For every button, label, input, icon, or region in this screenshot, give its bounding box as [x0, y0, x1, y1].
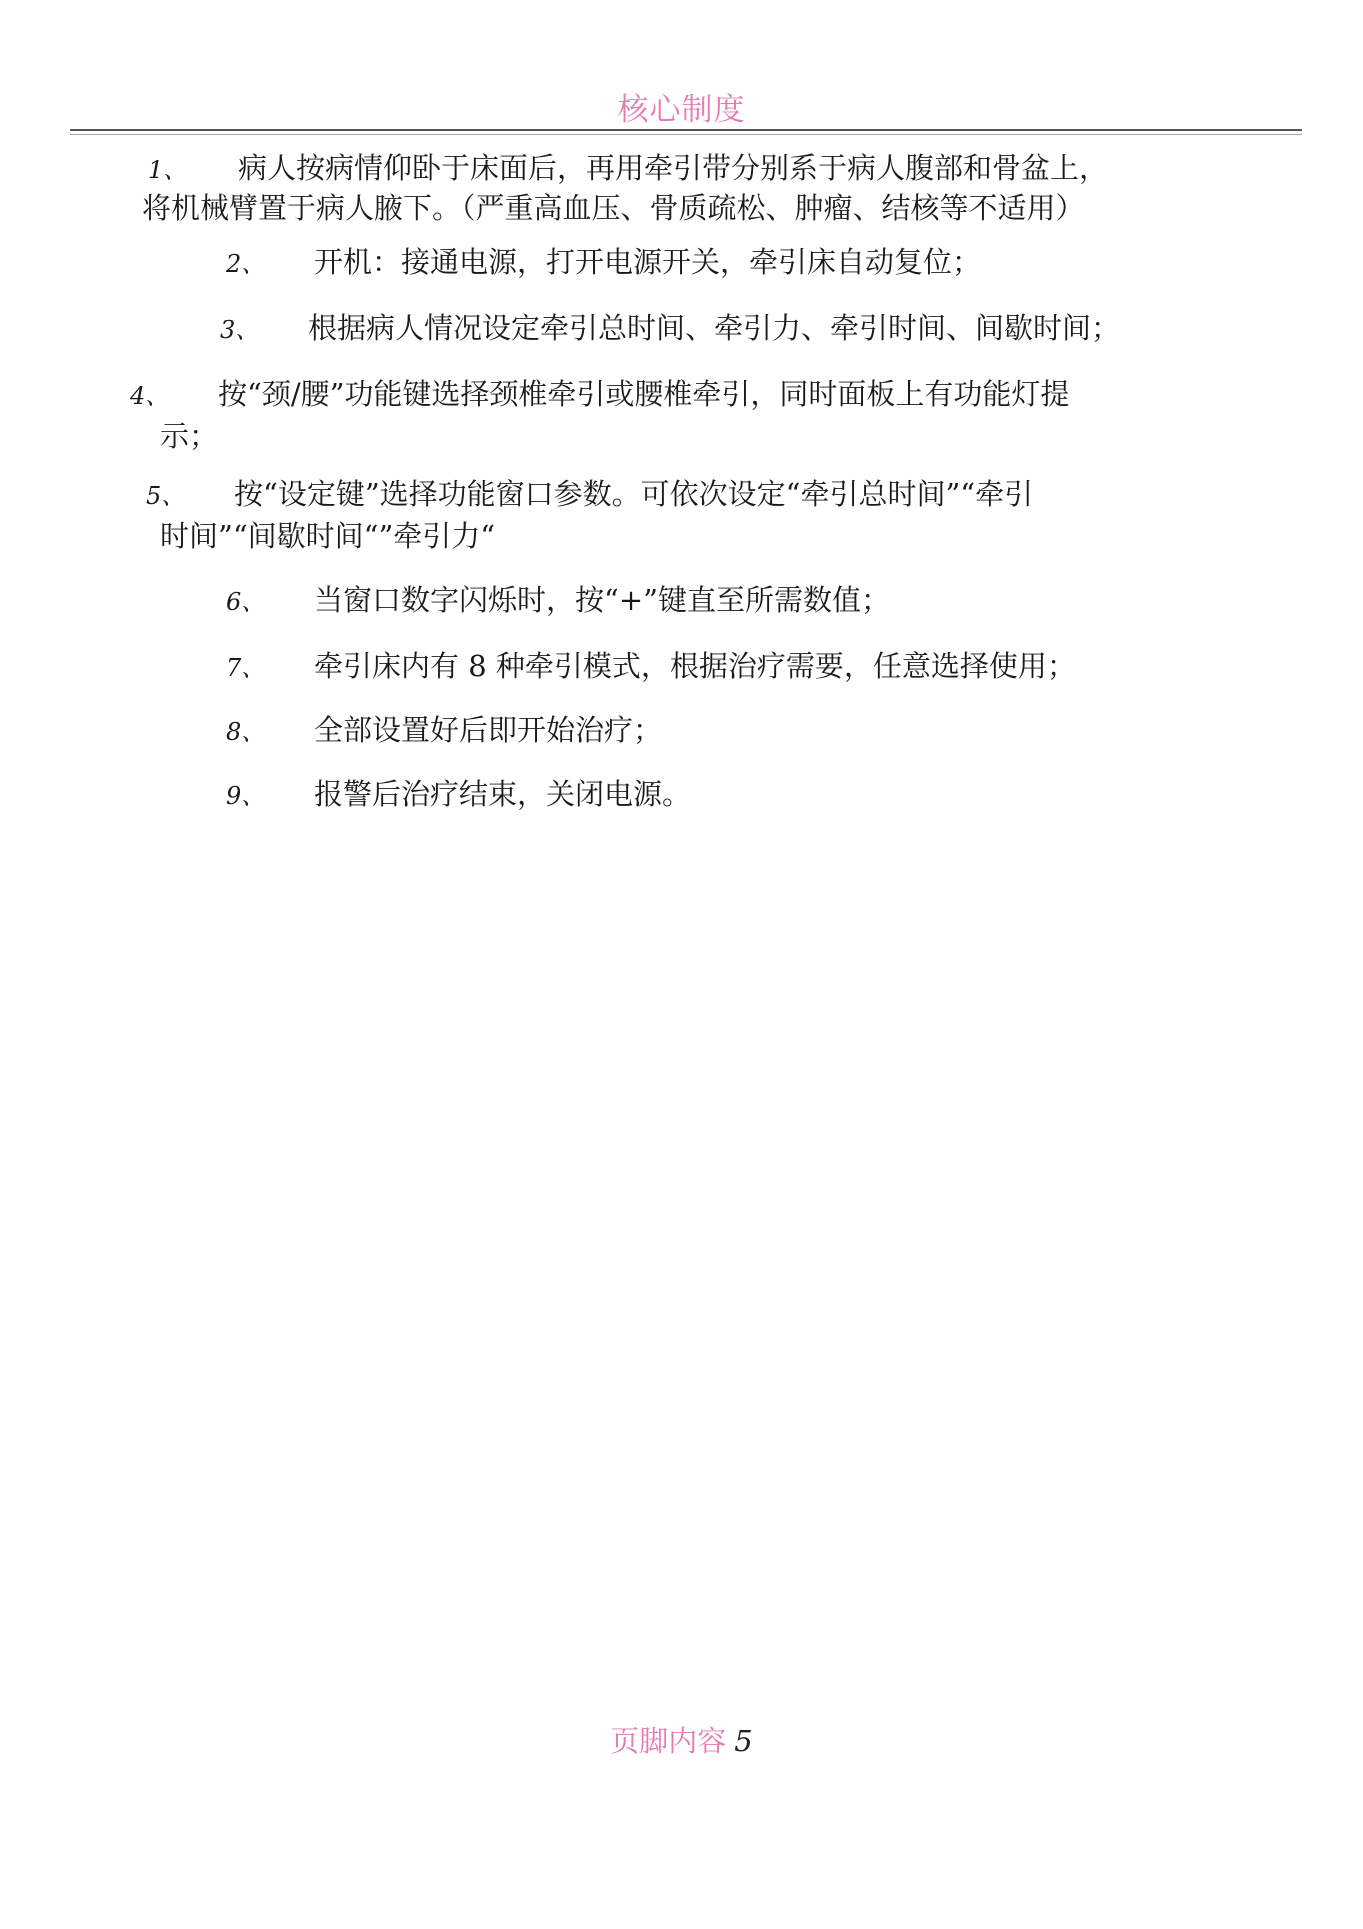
item-text: 牵引床内有 8 种牵引模式，根据治疗需要，任意选择使用；: [314, 649, 1076, 683]
item-number: 6、: [226, 588, 266, 616]
item-number: 2、: [226, 250, 266, 278]
item-text: 按“设定键”选择功能窗口参数。可依次设定“牵引总时间”“牵引: [234, 477, 1034, 511]
item-text-continuation: 时间”“间歇时间“”牵引力“: [160, 519, 496, 553]
item-number: 8、: [226, 718, 266, 746]
item-text: 按“颈/腰”功能键选择颈椎牵引或腰椎牵引，同时面板上有功能灯提: [218, 377, 1070, 411]
page-number: 5: [734, 1724, 753, 1758]
list-item: [226, 240, 981, 286]
list-item: [146, 472, 1033, 518]
item-number: 7、: [226, 654, 266, 682]
item-number: 5、: [146, 482, 186, 510]
item-number: 4、: [130, 382, 170, 410]
item-number: 9、: [226, 782, 266, 810]
item-number: 3、: [220, 316, 260, 344]
header-divider: [70, 129, 1302, 137]
list-item: [226, 772, 691, 818]
item-text-continuation: 将机械臂置于病人腋下。（严重高血压、骨质疏松、肿瘤、结核等不适用）: [142, 191, 1085, 225]
list-item: [226, 708, 662, 754]
page-header-title: 核心制度: [617, 92, 746, 128]
item-number: 1、: [148, 156, 188, 184]
item-text: 根据病人情况设定牵引总时间、牵引力、牵引时间、间歇时间；: [308, 311, 1121, 345]
footer-label: 页脚内容: [610, 1724, 727, 1758]
item-text-continuation: 示；: [160, 419, 219, 453]
list-item: [220, 306, 1120, 352]
item-text: 病人按病情仰卧于床面后，再用牵引带分别系于病人腹部和骨盆上，: [238, 151, 1109, 185]
item-text: 全部设置好后即开始治疗；: [314, 713, 663, 747]
list-item: [226, 578, 890, 624]
item-text: 开机：接通电源，打开电源开关，牵引床自动复位；: [314, 245, 982, 279]
list-item: [226, 644, 1076, 690]
item-text: 报警后治疗结束，关闭电源。: [314, 777, 692, 811]
page-footer: [0, 1719, 1363, 1760]
item-text: 当窗口数字闪烁时，按“+”键直至所需数值；: [314, 583, 890, 617]
list-item: [130, 372, 1069, 418]
